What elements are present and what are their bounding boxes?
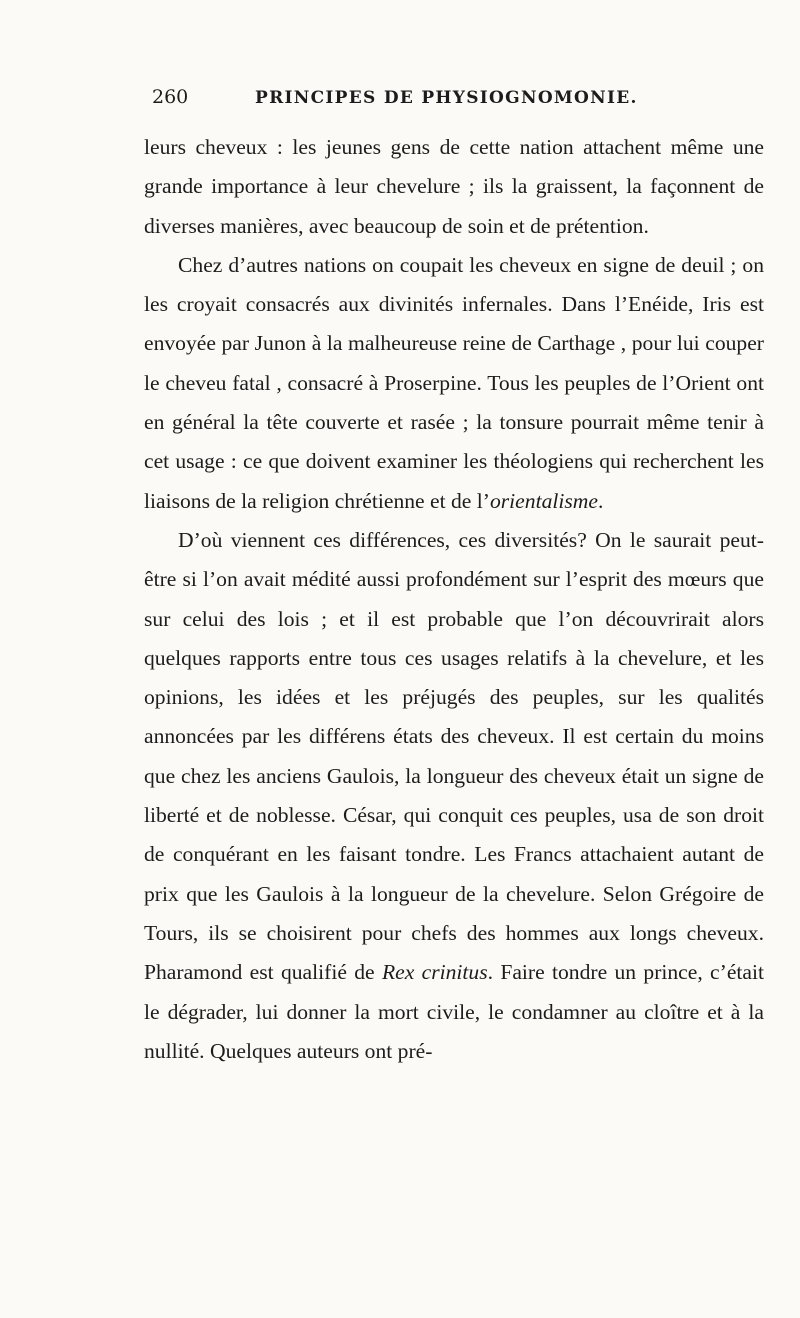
paragraph-text-end: . Faire tondre un prince, c’était le dégrader, lui donner la mort civile, le condamner au cloître et à la nullité. Quelques auteurs ont pré- bbox=[144, 960, 764, 1063]
page-header bbox=[152, 86, 762, 112]
paragraph-mourning-customs bbox=[144, 246, 764, 521]
paragraph-text: Chez d’autres nations on coupait les cheveux en signe de deuil ; on les croyait consacrés aux divinités infernales. Dans l’Enéide, Iris est envoyée par Junon à la malheureuse reine de Carthage , pour lui couper le cheveu fatal , consacré à Proserpine. Tous les peuples de l’Orient ont en général la tête couverte et rasée ; la tonsure pourrait même tenir à cet usage : ce que doivent examiner les théologiens qui recherchent les liaisons de la religion chrétienne et de l’ bbox=[144, 252, 764, 513]
paragraph-text-end: . bbox=[597, 488, 604, 513]
body-text bbox=[144, 128, 764, 1071]
running-title: PRINCIPES DE PHYSIOGNOMONIE. bbox=[255, 88, 638, 108]
paragraph-gaulois-francs bbox=[144, 521, 764, 1071]
italic-term-rex-crinitus: Rex crinitus bbox=[381, 960, 488, 985]
paragraph-text: D’où viennent ces différences, ces diversités? On le saurait peut-être si l’on avait médité aussi profondément sur l’esprit des mœurs que sur celui des lois ; et il est probable que l’on découvrirait alors quelques rapports entre tous ces usages relatifs à la chevelure, et les opinions, les idées et les préjugés des peuples, sur les qualités annoncées par les différens états des cheveux. Il est certain du moins que chez les anciens Gaulois, la longueur des cheveux était un signe de liberté et de noblesse. César, qui conquit ces peuples, usa de son droit de conquérant en les faisant tondre. Les Francs attachaient autant de prix que les Gaulois à la longueur de la chevelure. Selon Grégoire de Tours, ils se choisirent pour chefs des hommes aux longs cheveux. Pharamond est qualifié de bbox=[144, 527, 764, 985]
paragraph-continued bbox=[144, 128, 764, 246]
italic-term-orientalisme: orientalisme bbox=[489, 488, 598, 513]
page-number: 260 bbox=[152, 86, 189, 108]
paragraph-text: leurs cheveux : les jeunes gens de cette nation attachent même une grande importance à leur chevelure ; ils la graissent, la façonnent de diverses manières, avec beaucoup de soin et de prétention. bbox=[144, 135, 764, 238]
